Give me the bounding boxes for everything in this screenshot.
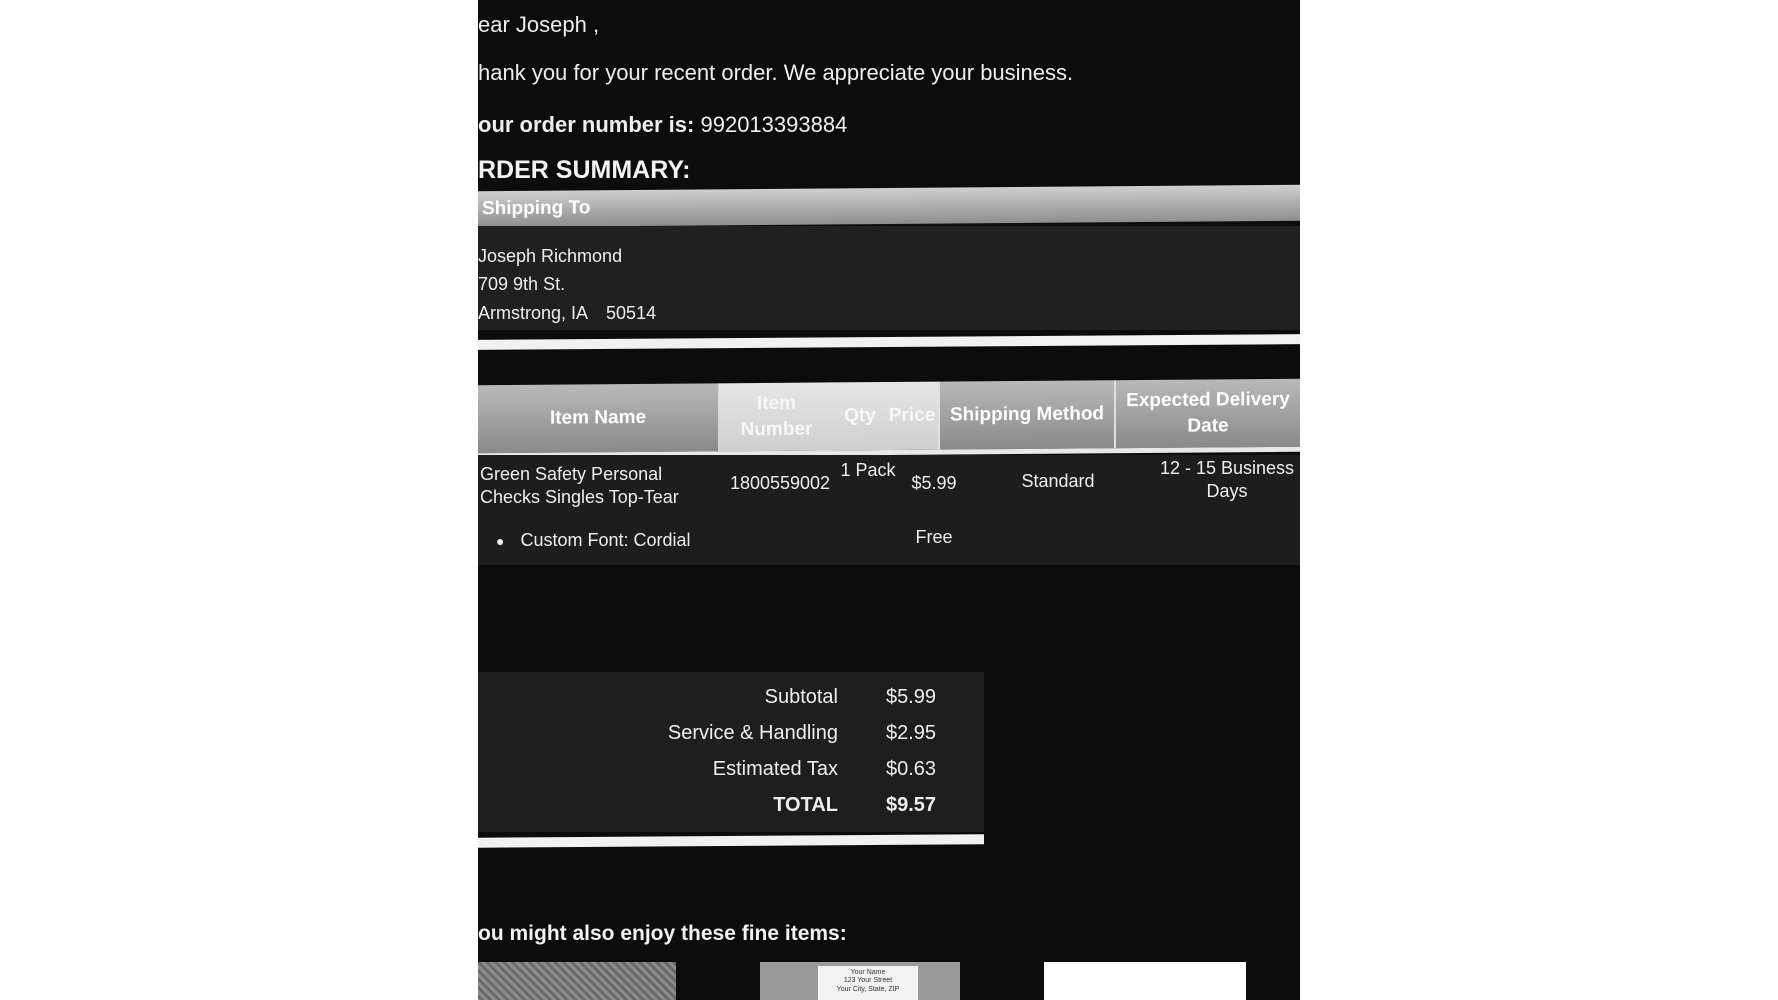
- recommended-item-image[interactable]: [478, 962, 676, 1000]
- item-option-price: Free: [915, 527, 953, 547]
- col-header-delivery-date: Expected Delivery Date: [1114, 379, 1300, 448]
- total-value: $9.57: [886, 794, 937, 816]
- email-panel: [478, 0, 1300, 1000]
- bullet-icon: ●: [496, 533, 505, 549]
- subtotal-row: [478, 686, 984, 716]
- order-number-line: [478, 112, 847, 138]
- tax-row: [478, 758, 984, 788]
- price-cell: $5.99: [911, 473, 957, 493]
- shipping-city-line: [478, 303, 656, 324]
- col-header-item-name: Item Name: [478, 383, 718, 453]
- greeting-text: ear Joseph ,: [478, 12, 600, 37]
- table-row: [478, 455, 1300, 565]
- order-number-value: 992013393884: [700, 112, 848, 137]
- subtotal-value: $5.99: [886, 686, 937, 708]
- item-option-label: Custom Font: Cordial: [520, 530, 691, 550]
- shipping-heading: Shipping To: [482, 197, 591, 220]
- total-label: TOTAL: [773, 794, 838, 816]
- tax-label: Estimated Tax: [712, 758, 838, 780]
- preview-line: 123 Your Street: [843, 977, 893, 985]
- delivery-date-cell: 12 - 15 Business Days: [1159, 458, 1295, 502]
- order-table-header: [478, 379, 1300, 453]
- recommended-item-image[interactable]: [1044, 962, 1246, 1000]
- order-summary-title: RDER SUMMARY:: [478, 156, 691, 184]
- preview-line: Your City, State, ZIP: [836, 985, 900, 993]
- item-number-cell: 1800559002: [729, 473, 831, 493]
- handling-row: [478, 722, 984, 752]
- shipping-city-state: Armstrong, IA: [478, 303, 589, 323]
- total-row: [478, 794, 984, 824]
- divider: [478, 834, 984, 848]
- handling-label: Service & Handling: [667, 722, 838, 744]
- thanks-text: hank you for your recent order. We appreciate your business.: [478, 60, 1074, 85]
- shipping-street: 709 9th St.: [478, 274, 566, 294]
- totals-box: [478, 672, 984, 832]
- col-header-item-number: Item Number: [718, 382, 834, 451]
- col-header-shipping-method: Shipping Method: [938, 380, 1114, 449]
- divider: [478, 334, 1300, 350]
- preview-line: Your Name: [850, 969, 886, 976]
- recommended-item-image[interactable]: [760, 962, 960, 1000]
- shipping-zip: 50514: [606, 303, 657, 323]
- qty-cell: 1 Pack: [840, 460, 896, 480]
- handling-value: $2.95: [886, 722, 937, 744]
- order-number-label: our order number is:: [478, 112, 695, 137]
- item-name-cell: Green Safety Personal Checks Singles Top-Tear: [480, 464, 679, 508]
- address-label-preview: [818, 966, 918, 1000]
- shipping-header-bar: [478, 185, 1300, 227]
- subtotal-label: Subtotal: [764, 686, 838, 708]
- tax-value: $0.63: [886, 758, 937, 780]
- col-header-qty: Qty: [834, 382, 886, 450]
- item-option: [496, 529, 691, 552]
- shipping-name: Joseph Richmond: [478, 246, 623, 266]
- shipping-address-box: [478, 226, 1300, 330]
- recommendations-heading: ou might also enjoy these fine items:: [478, 922, 847, 945]
- shipping-method-cell: Standard: [1021, 471, 1095, 491]
- col-header-price: Price: [886, 382, 938, 450]
